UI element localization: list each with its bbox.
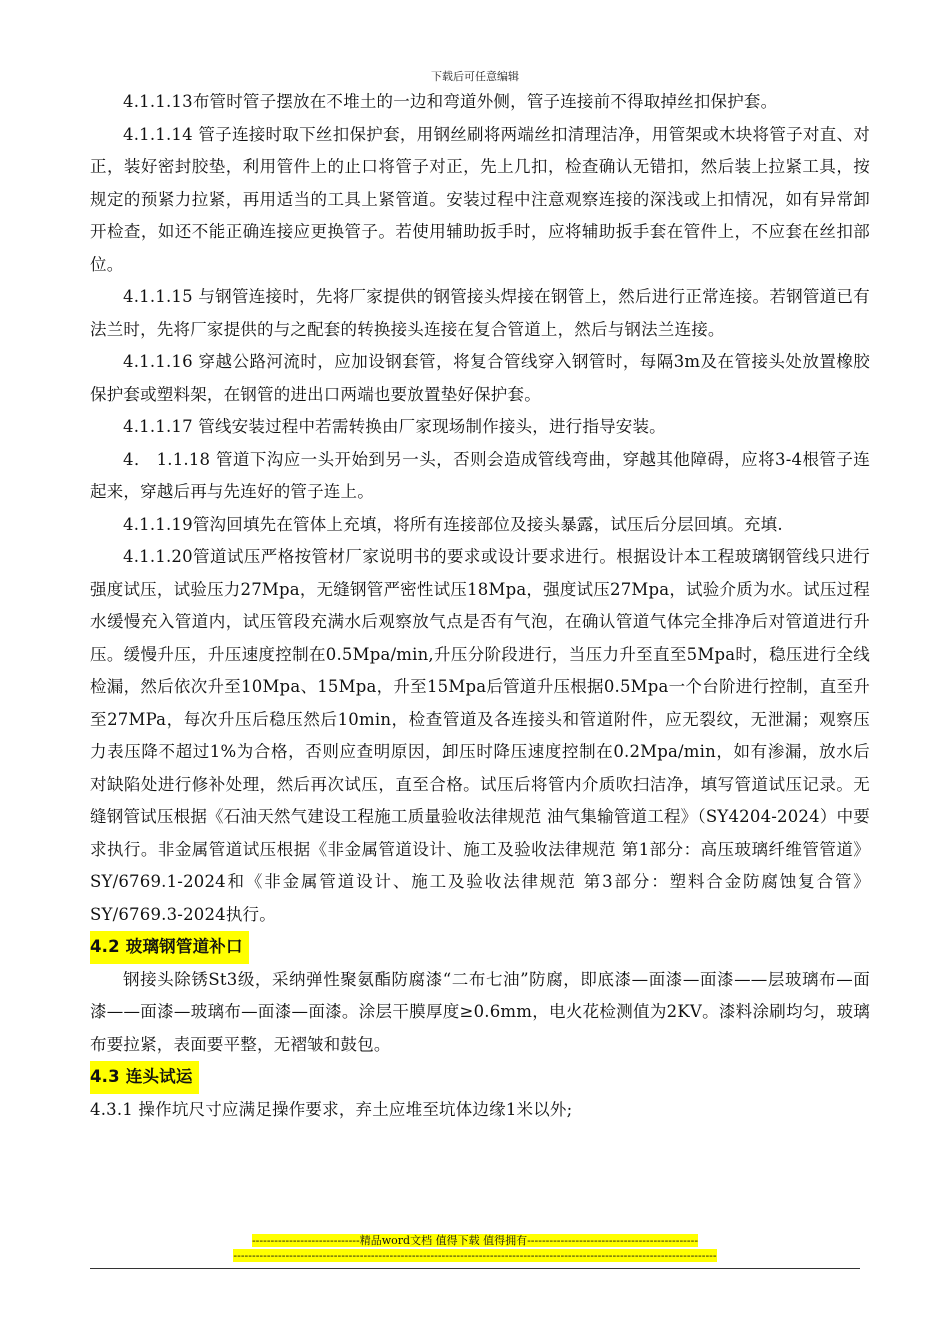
footer-dashes	[0, 1249, 950, 1263]
paragraph-4-1-1-13: 4.1.1.13布管时管子摆放在不堆土的一边和弯道外侧，管子连接前不得取掉丝扣保护套。	[123, 92, 778, 111]
section-heading-4-3: 4.3 连头试运	[90, 1061, 199, 1094]
document-body	[90, 86, 870, 1126]
footer-dashes-text: ----------------------------------------------------------------------------------------------------------------------------------	[233, 1249, 717, 1262]
footer-banner	[0, 1234, 950, 1248]
section-heading-4-2: 4.2 玻璃钢管道补口	[90, 931, 249, 964]
paragraph-4-1-1-16: 4.1.1.16 穿越公路河流时，应加设钢套管，将复合管线穿入钢管时，每隔3m及在管接头处放置橡胶保护套或塑料架，在钢管的进出口两端也要放置垫好保护套。	[90, 352, 870, 404]
paragraph-4-1-1-19: 4.1.1.19管沟回填先在管体上充填，将所有连接部位及接头暴露，试压后分层回填。充填.	[123, 514, 783, 534]
footer-banner-text: -----------------------------精品word文档 值得下载 值得拥有----------------------------------------------	[251, 1234, 699, 1247]
paragraph-4-1-1-20: 4.1.1.20管道试压严格按管材厂家说明书的要求或设计要求进行。根据设计本工程玻璃钢管线只进行强度试压，试验压力27Mpa，无缝钢管严密性试压18Mpa，强度试压27Mpa，试验介质为水。试压过程水缓慢充入管道内，试压管段充满水后观察放气点是否有气泡，在确认管道气体完全排净后对管道进行升压。缓慢升压，升压速度控制在0.5Mpa/min,升压分阶段进行，当压力升至直至5Mpa时，稳压进行全线检漏，然后依次升至10Mpa、15Mpa，升至15Mpa后管道升压根据0.5Mpa一个台阶进行控制，直至升至27MPa，每次升压后稳压然后10min，检查管道及各连接头和管道附件，应无裂纹，无泄漏；观察压力表压降不超过1%为合格，否则应查明原因，卸压时降压速度控制在0.2Mpa/min，如有渗漏，放水后对缺陷处进行修补处理，然后再次试压，直至合格。试压后将管内介质吹扫洁净，填写管道试压记录。无缝钢管试压根据《石油天然气建设工程施工质量验收法律规范 油气集输管道工程》（SY4204-2024）中要求执行。非金属管道试压根据《非金属管道设计、施工及验收法律规范 第1部分：高压玻璃纤维管管道》SY/6769.1-2024和《非金属管道设计、施工及验收法律规范 第3部分：塑料合金防腐蚀复合管》SY/6769.3-2024执行。	[90, 547, 870, 924]
section-heading-4-2-wrap	[90, 931, 870, 964]
paragraph-4-1-1-18: 4． 1.1.18 管道下沟应一头开始到另一头，否则会造成管线弯曲，穿越其他障碍，应将3-4根管子连起来，穿越后再与先连好的管子连上。	[90, 449, 870, 501]
footer-rule	[90, 1268, 860, 1269]
paragraph-4-1-1-14: 4.1.1.14 管子连接时取下丝扣保护套，用钢丝刷将两端丝扣清理洁净，用管架或木块将管子对直、对正，装好密封胶垫，利用管件上的止口将管子对正，先上几扣，检查确认无错扣，然后装上拉紧工具，按规定的预紧力拉紧，再用适当的工具上紧管道。安装过程中注意观察连接的深浅或上扣情况，如有异常卸开检查，如还不能正确连接应更换管子。若使用辅助扳手时，应将辅助扳手套在管件上，不应套在丝扣部位。	[90, 124, 870, 274]
paragraph-4-1-1-17: 4.1.1.17 管线安装过程中若需转换由厂家现场制作接头，进行指导安装。	[123, 417, 666, 436]
section-4-2-body: 钢接头除锈St3级，采纳弹性聚氨酯防腐漆“二布七油”防腐，即底漆—面漆—面漆——层玻璃布—面漆——面漆—玻璃布—面漆—面漆。涂层干膜厚度≥0.6mm，电火花检测值为2KV。漆料涂刷均匀，玻璃布要拉紧，表面要平整，无褶皱和鼓包。	[90, 969, 870, 1054]
header-note: 下载后可任意编辑	[431, 70, 519, 83]
section-4-3-body: 4.3.1 操作坑尺寸应满足操作要求，弃土应堆至坑体边缘1米以外;	[90, 1099, 573, 1119]
section-heading-4-3-wrap	[90, 1061, 870, 1094]
paragraph-4-1-1-15: 4.1.1.15 与钢管连接时，先将厂家提供的钢管接头焊接在钢管上，然后进行正常连接。若钢管道已有法兰时，先将厂家提供的与之配套的转换接头连接在复合管道上，然后与钢法兰连接。	[90, 287, 870, 339]
